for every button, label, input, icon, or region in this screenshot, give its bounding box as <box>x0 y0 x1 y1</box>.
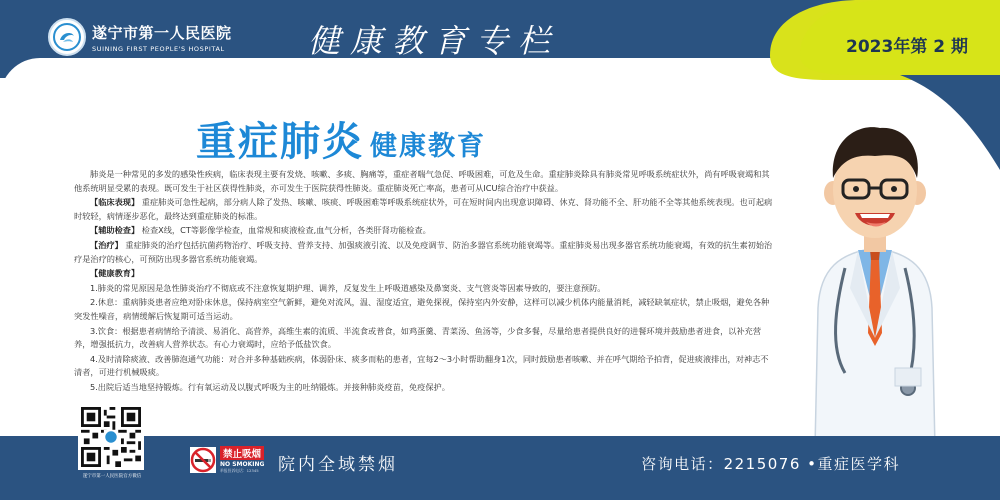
smoke-free-notice: 院内全域禁烟 <box>278 455 398 475</box>
clinical-text: 重症肺炎可急性起病，部分病人除了发热、咳嗽、咳痰、呼吸困难等呼吸系统症状外，可在短时间内出现意识障碍、休克、肾功能不全、肝功能不全等其他系统表现。也可起病时较轻，病情逐步恶化，最终达到重症肺炎的标准。 <box>74 197 773 221</box>
edu-heading <box>74 267 774 281</box>
hospital-logo <box>48 18 232 56</box>
intro-paragraph: 肺炎是一种常见的多发的感染性疾病，临床表现主要有发烧、咳嗽、多痰、胸痛等，重症者喘气急促、呼吸困难，可危及生命。重症肺炎除具有肺炎常见呼吸系统症状外，尚有呼吸衰竭和其他系统明显受累的表现。既可发生于社区获得性肺炎，亦可发生于医院获得性肺炎。重症肺炎死亡率高，患者可从ICU综合治疗中获益。 <box>74 169 770 193</box>
article-body <box>74 168 774 396</box>
nosmoke-en: NO SMOKING <box>220 461 265 468</box>
treatment-text: 重症肺炎的治疗包括抗菌药物治疗、呼吸支持、营养支持、加强痰液引流、以及免疫调节、防治多器官系统功能衰竭等。重症肺炎易出现多器官系统功能衰竭，有效的抗生素初始治疗是治疗的核心，可预防出现多器官系统功能衰竭。 <box>74 239 773 264</box>
issue-number: 2023年第 2 期 <box>846 37 968 57</box>
nosmoke-cn: 禁止吸烟 <box>220 446 264 460</box>
exam-paragraph <box>74 224 774 238</box>
exam-tag: 【辅助检查】 <box>90 225 140 236</box>
no-smoking-icon <box>190 447 216 473</box>
edu-tag: 【健康教育】 <box>90 268 140 279</box>
column-title: 健康教育专栏 <box>308 22 561 60</box>
title-main: 重症肺炎 <box>196 119 364 165</box>
qr-code-icon <box>81 407 141 467</box>
contact-phone: 咨询电话：2215076 •重症医学科 <box>641 455 900 473</box>
page-title <box>196 110 486 167</box>
exam-text: 检查X线，CT等影像学检查，血常规和痰液检查,血气分析，各类肝肾功能检查。 <box>141 225 431 236</box>
no-smoking-sign <box>190 446 264 474</box>
edu-item: 3.饮食：根据患者病情给予清淡、易消化、高营养，高维生素的流质、半流食或普食，如鸡蛋羹、青菜汤、鱼汤等，少食多餐，尽量给患者提供良好的进餐环境并鼓励患者进食，以补充营养，增强抵抗力，改善病人营养状态。有心力衰竭时，应给予低盐饮食。 <box>74 325 762 350</box>
edu-item: 4.及时清除痰液、改善肺泡通气功能：对合并多种基础疾病，体弱卧床、痰多而粘的患者，宜每2～3小时帮助翻身1次，同时鼓励患者咳嗽、并在呼气期给予拍背，促进痰液排出，对神志不清者，可进行机械吸痰。 <box>74 353 769 378</box>
qr-caption: 遂宁市第一人民医院官方微信 <box>82 474 142 479</box>
doctor-illustration <box>800 118 950 448</box>
clinical-tag: 【临床表现】 <box>90 197 140 208</box>
edu-item: 2.休息：重病肺炎患者应绝对卧床休息，保持病室空气新鲜，避免对流风，温、湿度适宜，避免探视，保持室内外安静，这样可以减少机体内能量消耗，减轻缺氧症状，禁止吸烟，避免各种突发性噪音，病情缓解后恢复期可适当运动。 <box>74 297 770 321</box>
title-sub: 健康教育 <box>370 131 486 162</box>
nosmoke-hotline: 举报投诉电话：12345 <box>220 468 259 473</box>
edu-item: 5.出院后适当地坚持锻炼。行有氧运动及以腹式呼吸为主的吐纳锻炼。并接种肺炎疫苗，免疫保护。 <box>90 381 450 392</box>
treatment-paragraph <box>74 239 774 266</box>
clinical-paragraph <box>74 196 774 223</box>
hospital-emblem-icon <box>48 18 86 56</box>
edu-item: 1.肺炎的常见原因是急性肺炎治疗不彻底或不注意恢复期护理、调养，反复发生上呼吸道感染及鼻窦炎、支气管炎等因素导致的，要注意预防。 <box>90 282 606 293</box>
hospital-name-en: SUINING FIRST PEOPLE'S HOSPITAL <box>92 44 225 53</box>
qr-code[interactable] <box>78 404 144 470</box>
hospital-name-cn: 遂宁市第一人民医院 <box>92 23 232 42</box>
treatment-tag: 【治疗】 <box>90 239 123 250</box>
